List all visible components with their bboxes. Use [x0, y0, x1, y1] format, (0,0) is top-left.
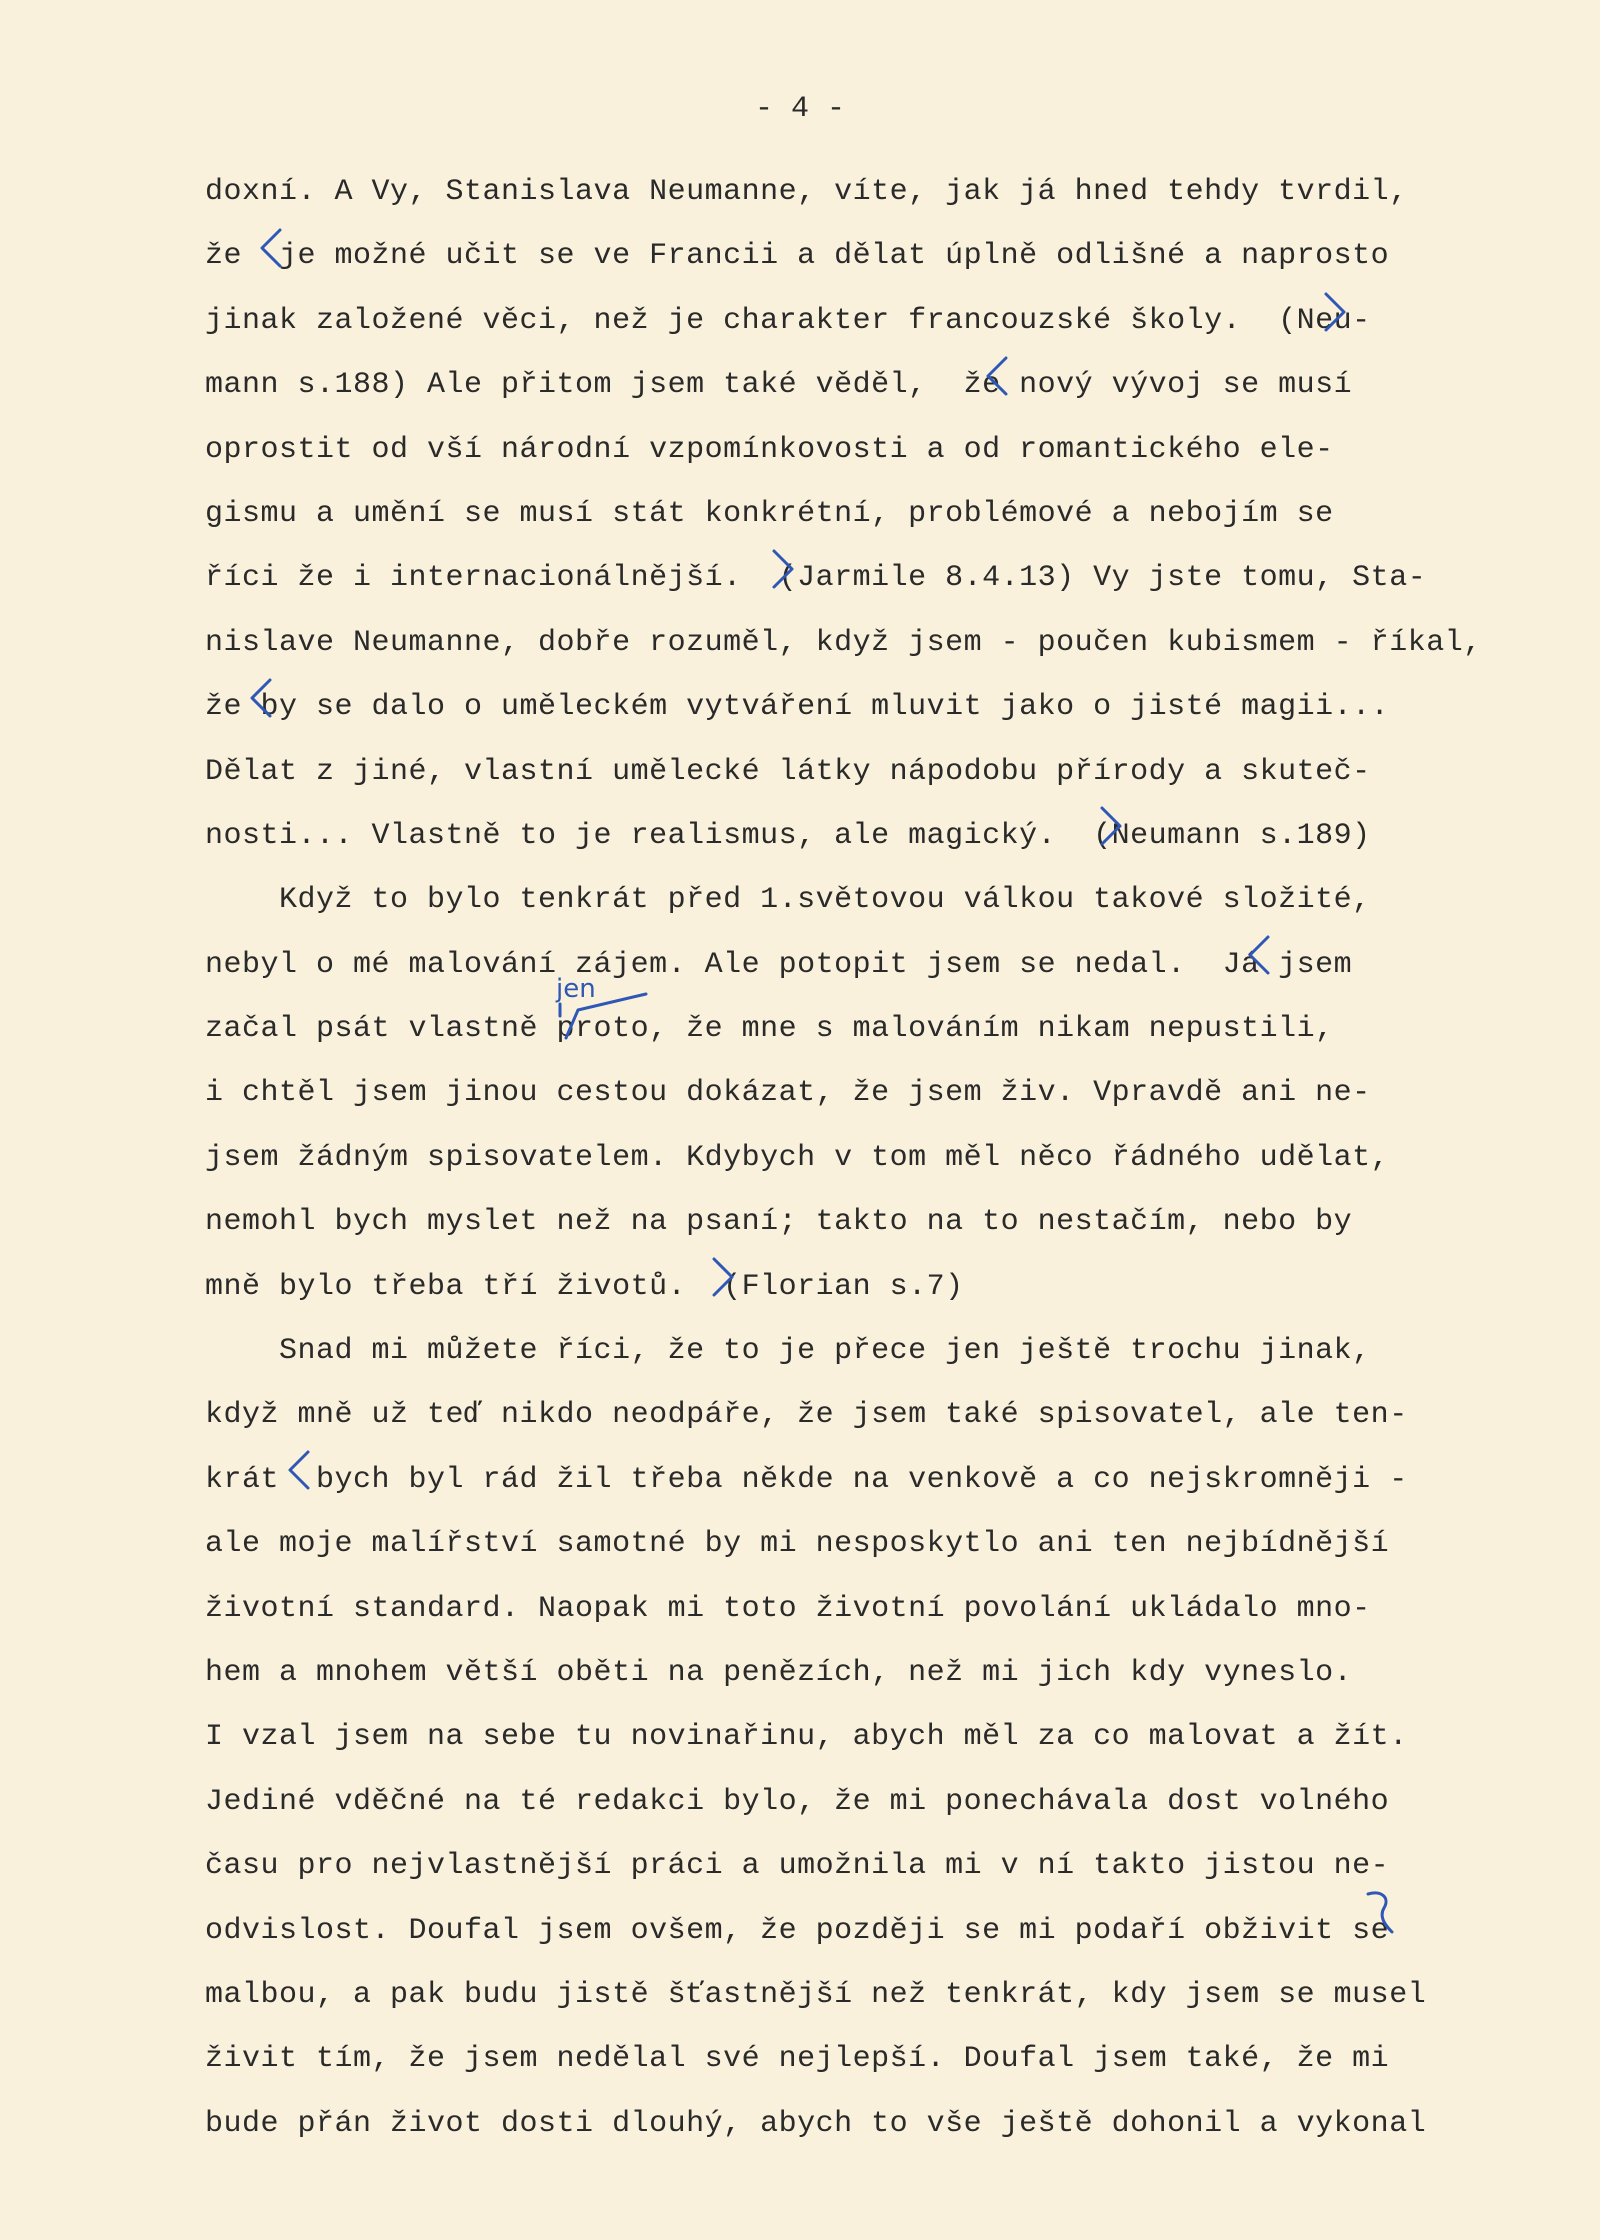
close-quote-mark [1096, 804, 1126, 848]
page-number: - 4 - [754, 92, 845, 126]
text-line: I vzal jsem na sebe tu novinařinu, abych měl za co malovat a žít. [205, 1720, 1408, 1755]
text-line: bude přán život dosti dlouhý, abych to vše ještě dohonil a vykonal [205, 2106, 1427, 2141]
text-line: Snad mi můžete říci, že to je přece jen ještě trochu jinak, [205, 1334, 1371, 1369]
close-quote-mark [768, 547, 798, 591]
open-quote-mark [982, 354, 1012, 398]
text-line: jinak založené věci, než je charakter francouzské školy. (Neu- [205, 303, 1371, 338]
text-line: doxní. A Vy, Stanislava Neumanne, víte, jak já hned tehdy tvrdil, [205, 175, 1408, 209]
text-line: hem a mnohem větší oběti na penězích, než mi jich kdy vyneslo. [205, 1655, 1353, 1690]
correction-mark [1362, 1888, 1396, 1936]
text-line: mann s.188) Ale přitom jsem také věděl, že nový vývoj se musí [205, 368, 1353, 403]
close-quote-mark [1320, 290, 1350, 334]
text-line: živit tím, že jsem nedělal své nejlepší. Doufal jsem také, že mi [205, 2042, 1390, 2077]
text-line: nebyl o mé malování zájem. Ale potopit jsem se nedal. Já jsem [205, 947, 1353, 982]
text-line: nosti... Vlastně to je realismus, ale magický. (Neumann s.189) [205, 818, 1371, 853]
text-line: říci že i internacionálnější. (Jarmile 8.4.13) Vy jste tomu, Sta- [205, 561, 1427, 596]
text-line: času pro nejvlastnější práci a umožnila mi v ní takto jistou ne- [205, 1849, 1390, 1884]
text-line: ale moje malířství samotné by mi nesposkytlo ani ten nejbídnější [205, 1527, 1390, 1562]
insertion-caret [556, 986, 652, 1046]
text-line: i chtěl jsem jinou cestou dokázat, že jsem živ. Vpravdě ani ne- [205, 1076, 1371, 1111]
text-line: nemohl bych myslet než na psaní; takto na to nestačím, nebo by [205, 1205, 1353, 1240]
text-line: gismu a umění se musí stát konkrétní, problémové a nebojím se [205, 496, 1334, 531]
open-quote-mark [284, 1448, 314, 1492]
close-quote-mark [708, 1255, 738, 1299]
text-line: začal psát vlastně proto, že mne s malováním nikam nepustili, [205, 1012, 1334, 1047]
text-line: Když to bylo tenkrát před 1.světovou válkou takové složité, [205, 883, 1371, 918]
open-quote-mark [246, 676, 276, 720]
open-quote-mark [256, 226, 286, 270]
text-line: jsem žádným spisovatelem. Kdybych v tom měl něco řádného udělat, [205, 1140, 1390, 1175]
text-line: Jediné vděčné na té redakci bylo, že mi ponechávala dost volného [205, 1784, 1390, 1819]
text-line: malbou, a pak budu jistě šťastnější než tenkrát, kdy jsem se musel [205, 1977, 1427, 2012]
text-line: krát bych byl rád žil třeba někde na venkově a co nejskromněji - [205, 1462, 1408, 1497]
text-line: odvislost. Doufal jsem ovšem, že později se mi podaří obživit se [205, 1913, 1390, 1948]
text-line: když mně už teď nikdo neodpáře, že jsem také spisovatel, ale ten- [205, 1398, 1408, 1433]
text-line: životní standard. Naopak mi toto životní povolání ukládalo mno- [205, 1591, 1371, 1626]
text-line: že je možné učit se ve Francii a dělat úplně odlišné a naprosto [205, 239, 1390, 274]
open-quote-mark [1244, 933, 1274, 977]
text-line: Dělat z jiné, vlastní umělecké látky nápodobu přírody a skuteč- [205, 754, 1371, 789]
typewritten-text [205, 160, 1595, 2156]
text-line: mně bylo třeba tří životů. (Florian s.7) [205, 1269, 964, 1304]
text-line: nislave Neumanne, dobře rozuměl, když jsem - poučen kubismem - říkal, [205, 625, 1482, 660]
handwritten-insertion: jen [556, 974, 596, 1004]
text-line: oprostit od vší národní vzpomínkovosti a od romantického ele- [205, 432, 1334, 467]
text-line: že by se dalo o uměleckém vytváření mluvit jako o jisté magii... [205, 690, 1390, 725]
